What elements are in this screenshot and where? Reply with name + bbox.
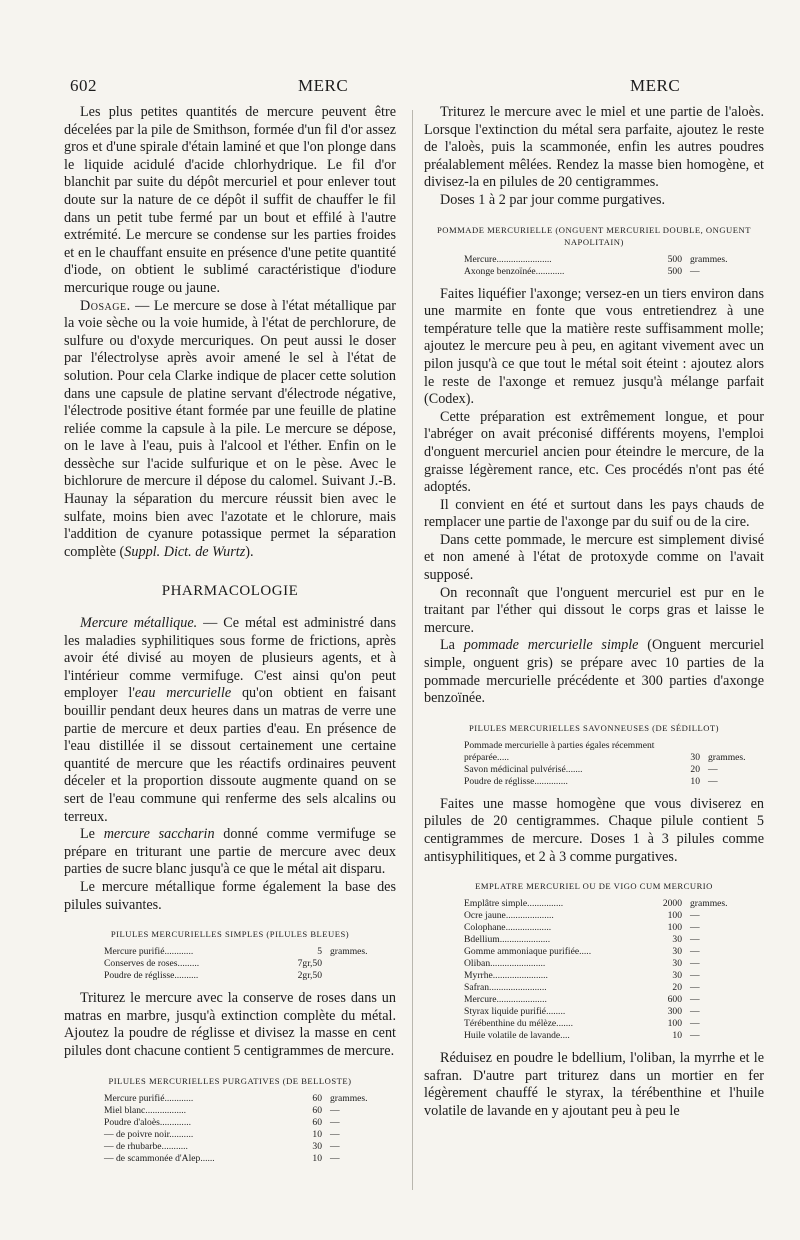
recipe-row: Poudre de réglisse.......... 2gr,50: [104, 970, 322, 982]
recipe-row: Savon médicinal pulvérisé....... 20 —: [464, 763, 718, 775]
recipe-row: Térébenthine du mélèze....... 100 —: [464, 1018, 700, 1030]
recipe-row: Mercure purifié............ 60 grammes.: [104, 1092, 368, 1104]
section-title: PHARMACOLOGIE: [161, 583, 299, 600]
recipe-row: Miel blanc................. 60 —: [104, 1104, 340, 1116]
paragraph: Il convient en été et surtout dans les pays chauds de remplacer une partie de l'axonge par du suif ou de la cire.: [424, 496, 764, 531]
recipe-table: [104, 1093, 368, 1165]
recipe-title: PILULES MERCURIELLES SIMPLES (PILULES BLEUES): [110, 929, 350, 940]
dosage-label: Dosage.: [80, 297, 131, 314]
recipe-title: PILULES MERCURIELLES SAVONNEUSES (DE SÉDILLOT): [468, 722, 720, 733]
paragraph: Triturez le mercure avec le miel et une partie de l'aloès. Lorsque l'extinction du métal sera parfaite, ajoutez le reste de l'aloès, puis la scammonée, enfin les autres poudres préalablement mêlées. Rendez la masse bien homogène, et divisez-la en pilules de 20 centigrammes.: [424, 104, 764, 191]
paragraph: Le mercure métallique forme également la base des pilules suivantes.: [64, 878, 396, 913]
recipe-row: Mercure....................... 500 grammes.: [464, 253, 728, 265]
left-column: [64, 104, 396, 1173]
paragraph: La pommade mercurielle simple (Onguent mercuriel simple, onguent gris) se prépare avec 10 parties de la pommade mercurielle précédente et 300 parties d'axonge benzoïnée.: [424, 637, 765, 707]
paragraph-dosage: Dosage. — Le mercure se dose à l'état métallique par la voie sèche ou la voie humide, à l'état de perchlorure, de sulfure ou d'oxyde mercuriques. On peut aussi le doser par l'électrolyse après avoir amené le sel à l'état de solution. Pour cela Clarke indique de placer cette solution dans une capsule de platine servant d'électrode négative, l'électrode positive étant formée par une feuille de platine reliée comme la capsule à la pile. Le mercure se dépose, on le lave à l'eau, puis à l'alcool et l'éther. Enfin on le dessèche sur l'acide sulfurique et on le pèse. Avec le bichlorure de mercure il dépose du calomel. Suivant J.-B. Haunay la séparation du mercure réussit bien avec le sulfate, moins bien avec l'azotate et le chlorure, mais l'addition de cyanure potassique permet la séparation complète (Suppl. Dict. de Wurtz).: [64, 297, 396, 560]
recipe-row: Conserves de roses......... 7gr,50: [104, 958, 322, 970]
recipe-title: EMPLATRE MERCURIEL OU DE VIGO CUM MERCURIO: [475, 881, 713, 892]
recipe-title: POMMADE MERCURIELLE (ONGUENT MERCURIEL DOUBLE, ONGUENT NAPOLITAIN): [437, 224, 751, 247]
recipe-table: [464, 740, 746, 788]
paragraph: Réduisez en poudre le bdellium, l'oliban, la myrrhe et le safran. D'autre part triturez dans un mortier en fer légèrement chauffé le styrax, la térébenthine et l'huile volatile de lavande en y ajoutant peu à peu le: [424, 1050, 764, 1119]
recipe-table: [464, 898, 728, 1042]
recipe-row: — de scammonée d'Alep...... 10 —: [104, 1152, 340, 1164]
reference: Suppl. Dict. de Wurtz: [124, 543, 246, 560]
paragraph: Faites une masse homogène que vous diviserez en pilules de 20 centigrammes. Chaque pilule contient 5 centigrammes de mercure. Doses 1 à 3 pilules comme antisyphilitiques, et 2 à 3 comme purgatives.: [424, 795, 764, 865]
paragraph: Les plus petites quantités de mercure peuvent être décelées par la pile de Smithson, formée d'un fil d'or assez gros et d'une spirale d'étain laminé et que l'on plonge dans le liquide acidulé d'acide chlorhydrique. Le fil d'or blanchit par suite du dépôt mercuriel et pour enlever tout doute sur la nature de ce dépôt il suffit de chauffer le fil dans un petit tube fermé par un bout et effilé à l'autre extrémité. Le mercure se condense sur les parties froides et en le chauffant ensuite en présence d'une petite quantité d'iode, on obtient le sublimé caractéristique d'iodure mercurique rouge ou jaune.: [64, 104, 396, 296]
subsection-title: Mercure métallique.: [80, 615, 198, 632]
paragraph-mercure-metallique: Mercure métallique. — Ce métal est administré dans les maladies syphilitiques sous forme de frictions, après avoir été divisé au moyen de plusieurs agents, et à l'intérieur comme vermifuge. C'est ainsi qu'on peut employer l'eau mercurielle qu'on obtient en faisant bouillir pendant deux heures dans un matras de verre une partie de mercure et deux parties d'eau. En présence de l'eau distillée il se dissout certainement une certaine quantité de mercure que les réactifs ordinaires peuvent déceler et la proportion dissoute augmente quand on se sert de l'eau commune qui renferme des sels alcalins ou terreux.: [64, 615, 397, 825]
recipe-row: Poudre d'aloès............. 60 —: [104, 1116, 340, 1128]
recipe-row: Huile volatile de lavande.... 10 —: [464, 1030, 700, 1042]
recipe-row: — de poivre noir.......... 10 —: [104, 1128, 340, 1140]
recipe-row: Safran........................ 20 —: [464, 982, 700, 994]
recipe-row: Pommade mercurielle à parties égales récemment préparée..... 30 grammes.: [464, 739, 746, 763]
paragraph: Dans cette pommade, le mercure est simplement divisé et non amené à l'état de protoxyde comme on l'avait supposé.: [424, 531, 764, 584]
paragraph: Cette préparation est extrêmement longue, et pour l'abréger on avait préconisé différents moyens, l'emploi d'onguent mercuriel ancien pour éteindre le mercure, de la graisse légèrement rance, etc. Ces procédés n'ont pas été adoptés.: [424, 408, 764, 496]
paragraph: Doses 1 à 2 par jour comme purgatives.: [440, 191, 666, 208]
recipe-row: Axonge benzoïnée............ 500 —: [464, 265, 700, 277]
paragraph: Le mercure saccharin donné comme vermifuge se prépare en triturant une partie de mercure avec deux parties de sucre blanc jusqu'à ce que le métal ait disparu.: [64, 826, 396, 878]
recipe-row: Mercure..................... 600 —: [464, 994, 700, 1006]
recipe-row: Bdellium..................... 30 —: [464, 934, 700, 946]
recipe-title: PILULES MERCURIELLES PURGATIVES (DE BELLOSTE): [108, 1075, 352, 1086]
page-number: 602: [70, 76, 97, 95]
recipe-row: — de rhubarbe........... 30 —: [104, 1140, 340, 1152]
recipe-row: Colophane................... 100 —: [464, 922, 700, 934]
right-column: [424, 104, 764, 1121]
recipe-row: Styrax liquide purifié........ 300 —: [464, 1006, 700, 1018]
recipe-row: Emplâtre simple............... 2000 grammes.: [464, 898, 728, 910]
recipe-row: Mercure purifié............ 5 grammes.: [104, 946, 368, 958]
paragraph: Faites liquéfier l'axonge; versez-en un tiers environ dans une marmite en fonte que vous entretiendrez à une température telle que la matière reste suffisamment molle; ajoutez le mercure peu à peu, en agitant vivement avec un pilon jusqu'à ce que tout le métal soit éteint : ajoutez alors le reste de l'axonge et remuez jusqu'à mélange parfait (Codex).: [424, 285, 764, 408]
recipe-row: Ocre jaune.................... 100 —: [464, 910, 700, 922]
left-running-title: MERC: [298, 76, 349, 95]
recipe-row: Myrrhe....................... 30 —: [464, 970, 700, 982]
recipe-row: Oliban....................... 30 —: [464, 958, 700, 970]
paragraph: Triturez le mercure avec la conserve de roses dans un matras en marbre, jusqu'à extinction complète du métal. Ajoutez la poudre de réglisse et divisez la masse en cent pilules dont chacune contient 5 centigrammes de mercure.: [64, 990, 396, 1059]
recipe-row: Poudre de réglisse.............. 10 —: [464, 775, 718, 787]
recipe-table: [464, 254, 728, 278]
right-running-title: MERC: [630, 76, 681, 95]
recipe-table: [104, 946, 368, 982]
recipe-row: Gomme ammoniaque purifiée..... 30 —: [464, 946, 700, 958]
paragraph: On reconnaît que l'onguent mercuriel est pur en le traitant par l'éther qui dissout le corps gras et laisse le mercure.: [424, 584, 764, 636]
column-divider: [412, 110, 413, 1190]
